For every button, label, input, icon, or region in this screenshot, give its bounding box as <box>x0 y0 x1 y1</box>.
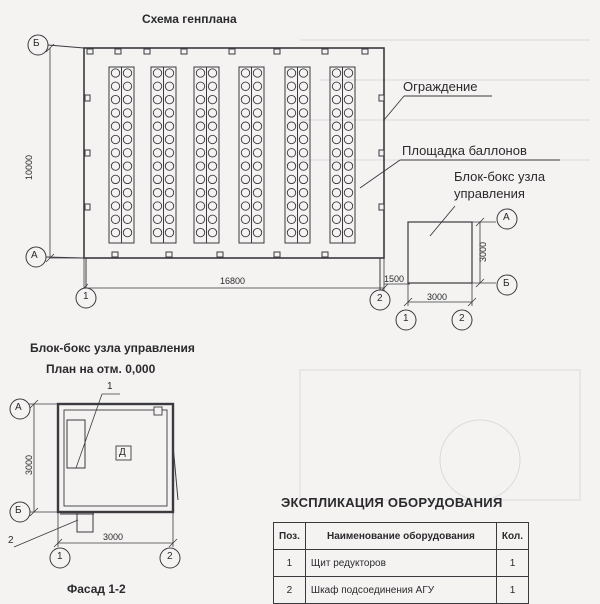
cylinder <box>287 149 295 157</box>
cylinder <box>153 109 161 117</box>
cylinder <box>153 122 161 130</box>
dim-height: 10000 <box>24 154 34 180</box>
cylinder <box>111 162 119 170</box>
cylinder <box>165 149 173 157</box>
cylinder <box>208 109 216 117</box>
cylinder <box>299 228 307 236</box>
cylinder <box>208 162 216 170</box>
cylinder <box>123 122 131 130</box>
cylinder <box>344 202 352 210</box>
leader-2-label: 2 <box>8 535 14 546</box>
cylinder <box>241 109 249 117</box>
cylinder <box>344 228 352 236</box>
cylinder <box>332 109 340 117</box>
cylinder <box>208 69 216 77</box>
cylinder <box>153 69 161 77</box>
background-ghost <box>300 40 590 500</box>
cylinder <box>332 69 340 77</box>
row-qty: 1 <box>496 577 528 604</box>
cylinder <box>165 82 173 90</box>
cylinder <box>344 95 352 103</box>
callout-fence: Ограждение <box>403 79 478 94</box>
cylinder <box>111 82 119 90</box>
cylinder <box>287 95 295 103</box>
cylinder <box>123 189 131 197</box>
cylinder <box>299 189 307 197</box>
cylinder <box>332 215 340 223</box>
cylinder <box>253 215 261 223</box>
cylinder <box>287 69 295 77</box>
cylinder <box>165 95 173 103</box>
cylinder <box>153 149 161 157</box>
cylinder <box>123 135 131 143</box>
cylinder <box>299 175 307 183</box>
cylinder <box>153 162 161 170</box>
cylinder <box>253 228 261 236</box>
cylinder <box>253 175 261 183</box>
row-name: Шкаф подсоединения АГУ <box>305 577 496 604</box>
cylinder <box>165 189 173 197</box>
cylinder <box>299 95 307 103</box>
cylinder <box>287 82 295 90</box>
cylinder <box>253 69 261 77</box>
cylinder <box>165 109 173 117</box>
cylinder <box>153 189 161 197</box>
cylinder <box>241 95 249 103</box>
cylinder <box>196 189 204 197</box>
cylinder <box>111 149 119 157</box>
cylinder <box>253 122 261 130</box>
cylinder <box>153 175 161 183</box>
header-pos: Поз. <box>274 523 306 550</box>
cylinder <box>344 109 352 117</box>
plan-subtitle: План на отм. 0,000 <box>46 362 156 376</box>
block-axis-b: Б <box>503 278 510 289</box>
cylinder <box>253 82 261 90</box>
plan-title: Блок-бокс узла управления <box>30 341 195 355</box>
cylinder <box>111 135 119 143</box>
cylinder <box>208 135 216 143</box>
table-header-row <box>274 523 529 550</box>
cylinder <box>196 149 204 157</box>
cylinder <box>165 69 173 77</box>
cylinder <box>299 215 307 223</box>
genplan-title: Схема генплана <box>142 12 237 26</box>
cylinder <box>153 82 161 90</box>
cylinder <box>287 122 295 130</box>
plan-drawing <box>14 394 178 547</box>
cylinder <box>287 175 295 183</box>
cylinder <box>299 202 307 210</box>
explication-title: ЭКСПЛИКАЦИЯ ОБОРУДОВАНИЯ <box>281 495 503 510</box>
cylinder <box>123 228 131 236</box>
cylinder <box>196 228 204 236</box>
cylinder <box>344 122 352 130</box>
cylinder <box>344 149 352 157</box>
cylinder <box>253 149 261 157</box>
cylinder <box>111 189 119 197</box>
cylinder <box>111 69 119 77</box>
block-axis-2: 2 <box>459 313 465 324</box>
cylinder <box>196 162 204 170</box>
cylinder <box>196 135 204 143</box>
cylinder <box>123 82 131 90</box>
cylinder <box>344 215 352 223</box>
plan-axis-b: Б <box>15 505 22 516</box>
cylinder <box>153 215 161 223</box>
cylinder <box>208 175 216 183</box>
cylinder <box>208 202 216 210</box>
cylinder <box>196 122 204 130</box>
axis-1-label: 1 <box>83 291 89 302</box>
cylinder <box>123 215 131 223</box>
axis-a-label: А <box>31 250 38 261</box>
cylinder <box>165 228 173 236</box>
cylinder <box>344 162 352 170</box>
plan-axis-1: 1 <box>57 551 63 562</box>
cylinder <box>332 202 340 210</box>
block-axes <box>396 209 517 330</box>
cylinder <box>241 228 249 236</box>
cylinder <box>111 202 119 210</box>
block-dim-w: 3000 <box>427 292 448 302</box>
cylinder <box>344 189 352 197</box>
table-row <box>274 550 529 577</box>
callout-block: Блок-бокс узла управления <box>454 169 546 201</box>
block-axis-1: 1 <box>403 313 409 324</box>
cylinder <box>241 202 249 210</box>
cylinder <box>287 109 295 117</box>
cylinder <box>123 175 131 183</box>
cylinder <box>299 109 307 117</box>
cylinder <box>123 69 131 77</box>
cylinder <box>241 122 249 130</box>
axis-b-label: Б <box>33 38 40 49</box>
cylinder <box>123 149 131 157</box>
cylinder <box>332 162 340 170</box>
cylinder <box>299 135 307 143</box>
cylinder <box>332 149 340 157</box>
room-label: Д <box>119 447 126 458</box>
cylinder <box>299 149 307 157</box>
cylinder <box>165 175 173 183</box>
cylinder <box>332 122 340 130</box>
row-pos: 1 <box>274 550 306 577</box>
cylinder <box>253 109 261 117</box>
cylinder <box>253 135 261 143</box>
cylinder <box>332 82 340 90</box>
cylinder <box>332 135 340 143</box>
header-name: Наименование оборудования <box>305 523 496 550</box>
cylinder <box>196 95 204 103</box>
cylinder <box>344 69 352 77</box>
cylinder <box>165 202 173 210</box>
cylinder <box>299 162 307 170</box>
cylinder <box>241 82 249 90</box>
cylinder <box>287 135 295 143</box>
cylinder <box>253 95 261 103</box>
cylinder <box>165 122 173 130</box>
cylinder-rows <box>109 67 355 243</box>
cylinder <box>299 69 307 77</box>
cylinder <box>123 109 131 117</box>
cylinder <box>111 122 119 130</box>
cylinder <box>344 135 352 143</box>
axis-2-label: 2 <box>377 293 383 304</box>
plan-axis-a: А <box>15 402 22 413</box>
cylinder <box>111 228 119 236</box>
cylinder <box>287 215 295 223</box>
leader-1-label: 1 <box>107 381 113 392</box>
cylinder <box>208 215 216 223</box>
cylinder <box>344 175 352 183</box>
facade-title: Фасад 1-2 <box>67 582 126 596</box>
cylinder <box>165 135 173 143</box>
cylinder <box>196 215 204 223</box>
cylinder <box>153 95 161 103</box>
plan-dim-w: 3000 <box>103 532 124 542</box>
plan-dimensions <box>28 400 177 547</box>
cylinder <box>196 82 204 90</box>
cylinder <box>111 109 119 117</box>
cylinder <box>241 149 249 157</box>
table-row <box>274 577 529 604</box>
callout-pad: Площадка баллонов <box>402 143 527 158</box>
cylinder <box>299 82 307 90</box>
cylinder <box>123 162 131 170</box>
cylinder <box>241 215 249 223</box>
cylinder <box>299 122 307 130</box>
block-dim-h: 3000 <box>478 241 488 262</box>
cylinder <box>165 215 173 223</box>
cylinder <box>253 202 261 210</box>
cylinder <box>208 95 216 103</box>
cylinder <box>332 175 340 183</box>
cylinder <box>241 69 249 77</box>
cylinder <box>241 162 249 170</box>
cylinder <box>287 202 295 210</box>
row-pos: 2 <box>274 577 306 604</box>
cylinder <box>153 202 161 210</box>
cylinder <box>208 122 216 130</box>
cylinder <box>208 228 216 236</box>
cylinder <box>123 95 131 103</box>
plan-axis-2: 2 <box>167 551 173 562</box>
cylinder <box>287 162 295 170</box>
cylinder <box>344 82 352 90</box>
cylinder <box>332 228 340 236</box>
cylinder <box>165 162 173 170</box>
cylinder <box>241 135 249 143</box>
header-qty: Кол. <box>496 523 528 550</box>
cylinder <box>241 175 249 183</box>
cylinder <box>111 175 119 183</box>
dim-gap: 1500 <box>384 274 405 284</box>
cylinder <box>123 202 131 210</box>
cylinder <box>253 162 261 170</box>
callout-leaders <box>360 96 560 236</box>
cylinder <box>332 189 340 197</box>
cylinder <box>287 189 295 197</box>
cylinder <box>253 189 261 197</box>
row-qty: 1 <box>496 550 528 577</box>
cylinder <box>196 202 204 210</box>
explication-table <box>273 522 529 604</box>
dim-width: 16800 <box>220 276 246 286</box>
cylinder <box>332 95 340 103</box>
plan-dim-h: 3000 <box>24 454 34 475</box>
cylinder <box>111 215 119 223</box>
cylinder <box>196 69 204 77</box>
cylinder <box>196 175 204 183</box>
cylinder <box>208 149 216 157</box>
cylinder <box>196 109 204 117</box>
block-axis-a: А <box>503 212 510 223</box>
cylinder <box>241 189 249 197</box>
cylinders <box>111 69 352 237</box>
row-name: Щит редукторов <box>305 550 496 577</box>
genplan-axes <box>26 35 390 310</box>
cylinder <box>153 228 161 236</box>
genplan-block-box <box>404 218 496 306</box>
cylinder <box>208 189 216 197</box>
cylinder <box>287 228 295 236</box>
cylinder <box>153 135 161 143</box>
cylinder <box>208 82 216 90</box>
cylinder <box>111 95 119 103</box>
